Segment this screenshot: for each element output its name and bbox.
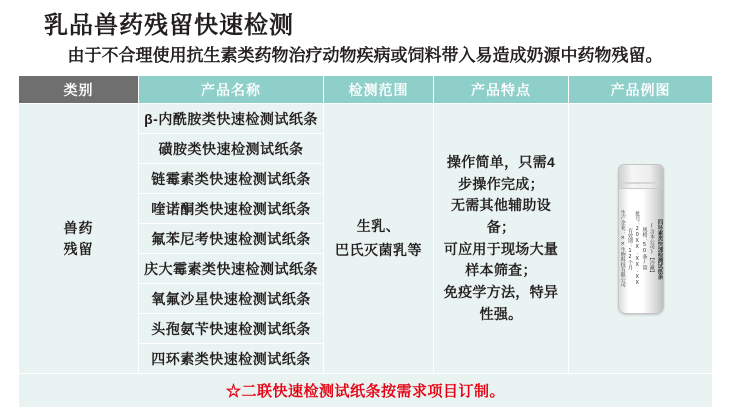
product-name-cell: 头孢氨苄快速检测试纸条	[139, 314, 324, 344]
column-header-product-features: 产品特点	[434, 76, 569, 104]
product-name-cell: 庆大霉素类快速检测试纸条	[139, 254, 324, 284]
product-name-cell: 氟苯尼考快速检测试纸条	[139, 224, 324, 254]
column-header-product-name: 产品名称	[139, 76, 324, 104]
tube-label-line-4: 批号：20XX.XX.XX	[634, 211, 641, 287]
category-line-1: 兽药	[63, 219, 94, 236]
feature-line-6: 免疫学方法，特异	[443, 284, 559, 301]
feature-line-4: 可应用于现场大量	[443, 240, 559, 257]
product-image-cell	[569, 104, 713, 374]
feature-line-3: 无需其他辅助设备；	[450, 197, 552, 236]
product-name-cell: 四环素类快速检测试纸条	[139, 344, 324, 374]
table-header-row	[19, 76, 713, 104]
tube-label-line-2: (含本公司)【冷藏】	[648, 222, 655, 275]
column-header-category: 类别	[19, 76, 139, 104]
tube-label	[619, 195, 663, 303]
detection-range-cell	[324, 104, 434, 374]
feature-line-1: 操作简单，只需4	[446, 154, 556, 171]
tube-label-line-3: 规格：50条/筒	[641, 227, 648, 271]
feature-line-2: 步操作完成；	[458, 175, 544, 192]
tube-label-line-5: 有效期：12个月	[627, 227, 633, 270]
page-title: 乳品兽药残留快速检测	[44, 12, 294, 39]
column-header-detection-range: 检测范围	[324, 76, 434, 104]
product-name-cell: 磺胺类快速检测试纸条	[139, 134, 324, 164]
product-name-cell: 链霉素类快速检测试纸条	[139, 164, 324, 194]
tube-label-line-1: 四环素类快速检测试纸条	[656, 218, 663, 280]
category-cell	[19, 104, 139, 374]
product-name-cell: 氧氟沙星快速检测试纸条	[139, 284, 324, 314]
custom-order-note: ☆二联快速检测试纸条按需求项目订制。	[225, 383, 505, 401]
table-row	[19, 104, 713, 134]
test-strip-tube-icon	[618, 164, 664, 314]
feature-line-7: 性强。	[479, 305, 523, 322]
detection-range-line-1: 生乳、	[356, 217, 401, 234]
product-name-cell: 喹诺酮类快速检测试纸条	[139, 194, 324, 224]
product-features-cell	[434, 104, 569, 374]
column-header-product-image: 产品例图	[569, 76, 713, 104]
footer-note-cell	[19, 374, 713, 408]
veterinary-drug-residue-table	[18, 75, 713, 408]
test-strip-tube-illustration	[569, 158, 712, 320]
page-subtitle: 由于不合理使用抗生素类药物治疗动物疾病或饲料带入易造成奶源中药物残留。	[67, 46, 663, 66]
category-line-2: 残留	[63, 240, 94, 257]
tube-cap	[619, 165, 663, 189]
table-footer-row	[19, 374, 713, 408]
detection-range-line-2: 巴氏灭菌乳等	[335, 241, 422, 258]
product-name-cell: β-内酰胺类快速检测试纸条	[139, 104, 324, 134]
tube-label-line-6: 生产企业：××生物科技有限公司	[619, 210, 626, 288]
feature-line-5: 样本筛查；	[465, 262, 537, 279]
